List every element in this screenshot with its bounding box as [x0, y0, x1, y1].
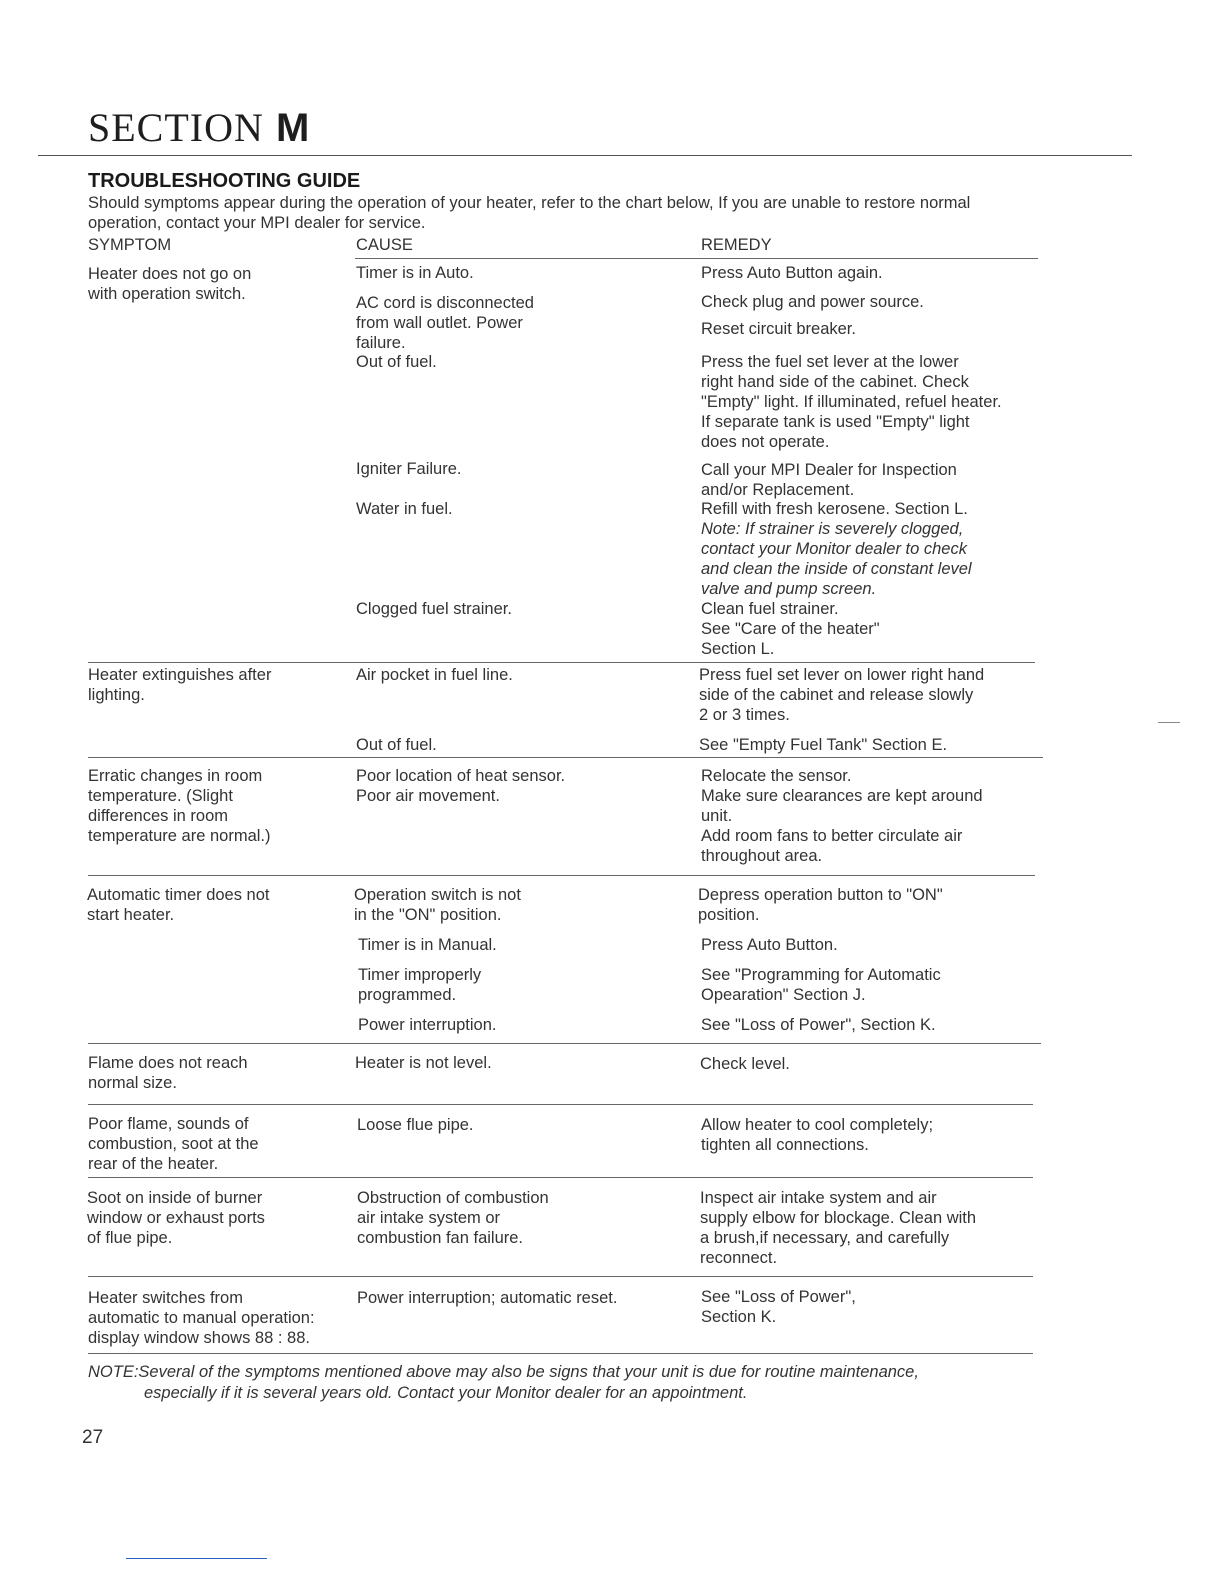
header-divider — [355, 258, 1038, 259]
remedy-cell: Refill with fresh kerosene. Section L. — [701, 500, 968, 518]
row-divider — [88, 875, 1035, 876]
cause-cell: Loose flue pipe. — [357, 1116, 474, 1134]
symptom-cell: Erratic changes in room temperature. (Slight differences in room temperature are normal.) — [88, 767, 271, 845]
row-divider — [88, 1276, 1033, 1277]
section-title-word: SECTION — [88, 105, 264, 150]
cause-cell: Timer is in Auto. — [356, 264, 474, 282]
symptom-cell: Heater extinguishes after lighting. — [88, 666, 272, 704]
row-divider — [88, 1353, 1033, 1354]
symptom-cell: Heater switches from automatic to manual operation: display window shows 88 : 88. — [88, 1289, 315, 1347]
cause-cell: Igniter Failure. — [356, 460, 462, 478]
section-title-letter: M — [276, 106, 311, 150]
column-header-cause: CAUSE — [356, 236, 413, 254]
cause-cell: Out of fuel. — [356, 736, 437, 754]
intro-paragraph: Should symptoms appear during the operation of your heater, refer to the chart below, If you are unable to restore normal operation, contact your MPI dealer for service. — [88, 194, 971, 232]
cause-cell: Obstruction of combustion air intake system or combustion fan failure. — [357, 1189, 549, 1247]
cause-cell: Air pocket in fuel line. — [356, 666, 513, 684]
column-header-symptom: SYMPTOM — [88, 236, 172, 254]
page-number: 27 — [82, 1427, 104, 1448]
remedy-cell: Clean fuel strainer. See "Care of the heater" Section L. — [701, 600, 880, 658]
symptom-cell: Soot on inside of burner window or exhaust ports of flue pipe. — [87, 1189, 265, 1247]
row-divider — [88, 1043, 1041, 1044]
cause-cell: Power interruption. — [358, 1016, 497, 1034]
symptom-cell: Poor flame, sounds of combustion, soot at the rear of the heater. — [88, 1115, 259, 1173]
cause-cell: Poor location of heat sensor. Poor air movement. — [356, 767, 566, 805]
note-line-2: especially if it is several years old. Contact your Monitor dealer for an appointment. — [144, 1384, 748, 1402]
symptom-cell: Heater does not go on with operation switch. — [88, 265, 252, 303]
cause-cell: Power interruption; automatic reset. — [357, 1289, 618, 1307]
section-title — [88, 104, 310, 151]
remedy-cell: See "Empty Fuel Tank" Section E. — [699, 736, 948, 754]
remedy-cell: See "Loss of Power", Section K. — [701, 1288, 856, 1326]
title-divider — [38, 155, 1132, 156]
symptom-cell: Automatic timer does not start heater. — [87, 886, 270, 924]
remedy-cell: Press Auto Button again. — [701, 264, 883, 282]
remedy-cell: Check plug and power source. — [701, 293, 924, 311]
row-divider — [88, 757, 1043, 758]
remedy-cell: Inspect air intake system and air supply elbow for blockage. Clean with a brush,if necessary, and carefully reconnect. — [700, 1189, 977, 1267]
maintenance-note — [88, 1362, 1048, 1404]
note-line-1: NOTE:Several of the symptoms mentioned above may also be signs that your unit is due for routine maintenance, — [88, 1363, 919, 1381]
remedy-cell: Press fuel set lever on lower right hand side of the cabinet and release slowly 2 or 3 times. — [699, 666, 985, 724]
remedy-cell: Allow heater to cool completely; tighten all connections. — [701, 1116, 934, 1154]
column-header-remedy: REMEDY — [701, 236, 772, 254]
remedy-cell: Press Auto Button. — [701, 936, 838, 954]
row-divider — [88, 1104, 1033, 1105]
remedy-cell: See "Programming for Automatic Opearation" Section J. — [701, 966, 941, 1004]
remedy-cell: Check level. — [700, 1055, 790, 1073]
cause-cell: Clogged fuel strainer. — [356, 600, 512, 618]
cause-cell: Water in fuel. — [356, 500, 453, 518]
remedy-cell: Press the fuel set lever at the lower right hand side of the cabinet. Check "Empty" light. If illuminated, refuel heater. If separate tank is used "Empty" light does not operate. — [701, 353, 1002, 451]
remedy-cell: Reset circuit breaker. — [701, 320, 856, 338]
remedy-cell: Call your MPI Dealer for Inspection and/or Replacement. — [701, 461, 957, 499]
cause-cell: AC cord is disconnected from wall outlet. Power failure. — [356, 294, 534, 352]
cause-cell: Heater is not level. — [355, 1054, 492, 1072]
guide-heading: TROUBLESHOOTING GUIDE — [88, 170, 361, 192]
remedy-note: Note: If strainer is severely clogged, contact your Monitor dealer to check and clean the inside of constant level valve and pump screen. — [701, 520, 972, 598]
symptom-cell: Flame does not reach normal size. — [88, 1054, 248, 1092]
row-divider — [88, 1177, 1033, 1178]
cause-cell: Timer is in Manual. — [358, 936, 497, 954]
bottom-underline — [126, 1558, 267, 1559]
cause-cell: Out of fuel. — [356, 353, 437, 371]
remedy-cell: Relocate the sensor. Make sure clearances are kept around unit. Add room fans to better circulate air throughout area. — [701, 767, 983, 865]
remedy-cell: Depress operation button to "ON" position. — [698, 886, 943, 924]
row-divider — [88, 662, 1035, 663]
remedy-cell: See "Loss of Power", Section K. — [701, 1016, 936, 1034]
edge-mark — [1158, 722, 1180, 723]
cause-cell: Timer improperly programmed. — [358, 966, 482, 1004]
cause-cell: Operation switch is not in the "ON" position. — [354, 886, 521, 924]
